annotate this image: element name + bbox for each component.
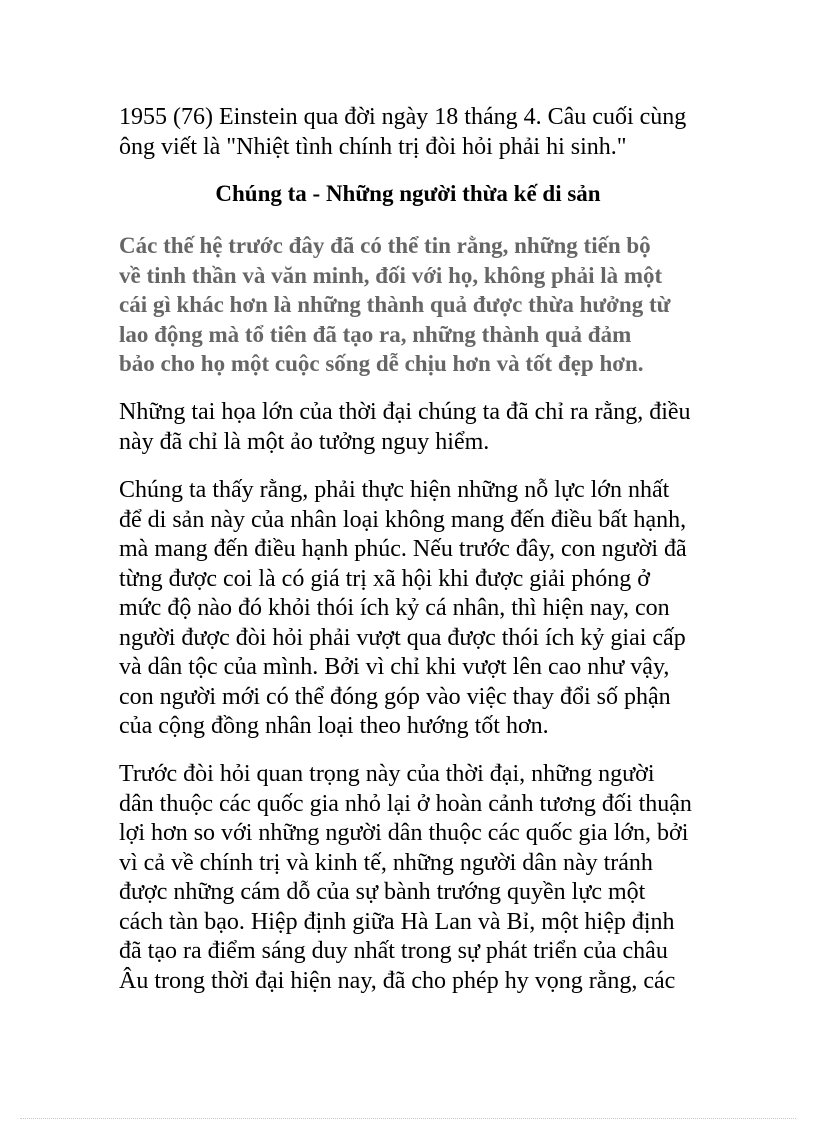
intro-paragraph: 1955 (76) Einstein qua đời ngày 18 tháng 4. Câu cuối cùng ông viết là "Nhiệt tình chính trị đòi hỏi phải hi sinh." <box>119 104 687 160</box>
section-heading: Chúng ta - Những người thừa kế di sản <box>215 181 601 206</box>
body-paragraph-2: Những tai họa lớn của thời đại chúng ta đã chỉ ra rằng, điều này đã chỉ là một ảo tưởng nguy hiểm. <box>119 399 691 455</box>
page-bottom-divider <box>20 1118 796 1119</box>
body-paragraph-4: Trước đòi hỏi quan trọng này của thời đại, những người dân thuộc các quốc gia nhỏ lại ở hoàn cảnh tương đối thuận lợi hơn so với những người dân thuộc các quốc gia lớn, bởi vì cả về chính trị và kinh tế, những người dân này tránh được những cám dỗ của sự bành trướng quyền lực một cách tàn bạo. Hiệp định giữa Hà Lan và Bỉ, một hiệp định đã tạo ra điểm sáng duy nhất trong sự phát triển của châu Âu trong thời đại hiện nay, đã cho phép hy vọng rằng, các <box>119 761 692 994</box>
body-paragraph-3: Chúng ta thấy rằng, phải thực hiện những nỗ lực lớn nhất để di sản này của nhân loại không mang đến điều bất hạnh, mà mang đến điều hạnh phúc. Nếu trước đây, con người đã từng được coi là có giá trị xã hội khi được giải phóng ở mức độ nào đó khỏi thói ích kỷ cá nhân, thì hiện nay, con người được đòi hỏi phải vượt qua được thói ích kỷ giai cấp và dân tộc của mình. Bởi vì chỉ khi vượt lên cao như vậy, con người mới có thể đóng góp vào việc thay đổi số phận của cộng đồng nhân loại theo hướng tốt hơn. <box>119 477 687 739</box>
quote-paragraph: Các thế hệ trước đây đã có thể tin rằng, những tiến bộ về tinh thần và văn minh, đối với họ, không phải là một cái gì khác hơn là những thành quả được thừa hưởng từ lao động mà tổ tiên đã tạo ra, những thành quả đảm bảo cho họ một cuộc sống dễ chịu hơn và tốt đẹp hơn. <box>119 233 671 376</box>
